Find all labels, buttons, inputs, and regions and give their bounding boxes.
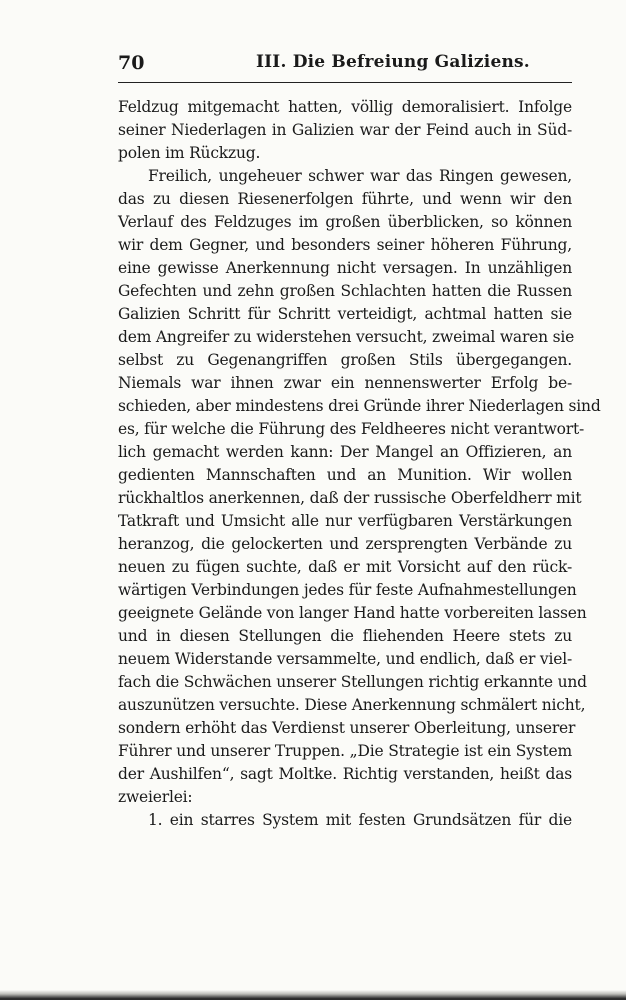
text-line: rückhaltlos anerkennen, daß der russische Oberfeldherr mit xyxy=(118,489,582,507)
text-line: Führer und unserer Truppen. „Die Strategie ist ein System xyxy=(118,742,572,760)
running-head: III. Die Befreiung Galiziens. xyxy=(256,52,530,72)
text-line: heranzog, die gelockerten und zersprengten Verbände zu xyxy=(118,535,572,553)
text-line: eine gewisse Anerkennung nicht versagen. In unzähligen xyxy=(118,259,572,277)
page-number: 70 xyxy=(118,52,145,74)
text-line: seiner Niederlagen in Galizien war der Feind auch in Süd- xyxy=(118,121,572,139)
text-line: dem Angreifer zu widerstehen versucht, zweimal waren sie xyxy=(118,328,575,346)
text-line: Feldzug mitgemacht hatten, völlig demoralisiert. Infolge xyxy=(118,98,572,116)
text-line: fach die Schwächen unserer Stellungen richtig erkannte und xyxy=(118,673,587,691)
text-line: Tatkraft und Umsicht alle nur verfügbaren Verstärkungen xyxy=(118,512,572,530)
text-line: es, für welche die Führung des Feldheeres nicht verantwort- xyxy=(118,420,585,438)
text-line: Niemals war ihnen zwar ein nennenswerter Erfolg be- xyxy=(118,374,572,392)
text-line: sondern erhöht das Verdienst unserer Oberleitung, unserer xyxy=(118,719,576,737)
text-line: wärtigen Verbindungen jedes für feste Aufnahmestellungen xyxy=(118,581,577,599)
text-line: und in diesen Stellungen die fliehenden Heere stets zu xyxy=(118,627,572,645)
body-text xyxy=(118,96,601,832)
text-line: Verlauf des Feldzuges im großen überblicken, so können xyxy=(118,213,572,231)
text-line: das zu diesen Riesenerfolgen führte, und wenn wir den xyxy=(118,190,572,208)
text-line: auszunützen versuchte. Diese Anerkennung schmälert nicht, xyxy=(118,696,586,714)
page-header xyxy=(118,50,572,78)
text-line: geeignete Gelände von langer Hand hatte vorbereiten lassen xyxy=(118,604,587,622)
text-line: wir dem Gegner, und besonders seiner höheren Führung, xyxy=(118,236,572,254)
text-line: Gefechten und zehn großen Schlachten hatten die Russen xyxy=(118,282,572,300)
text-line: lich gemacht werden kann: Der Mangel an Offizieren, an xyxy=(118,443,572,461)
text-line: der Aushilfen“, sagt Moltke. Richtig verstanden, heißt das xyxy=(118,765,572,783)
text-line: neuem Widerstande versammelte, und endlich, daß er viel- xyxy=(118,650,572,668)
text-line: polen im Rückzug. xyxy=(118,144,261,162)
page-edge-shadow xyxy=(0,990,626,1000)
text-line: neuen zu fügen suchte, daß er mit Vorsicht auf den rück- xyxy=(118,558,572,576)
text-line: 1. ein starres System mit festen Grundsätzen für die xyxy=(148,811,572,829)
header-rule xyxy=(118,82,572,83)
text-line: zweierlei: xyxy=(118,788,193,806)
text-line: Galizien Schritt für Schritt verteidigt, achtmal hatten sie xyxy=(118,305,572,323)
text-line: selbst zu Gegenangriffen großen Stils übergegangen. xyxy=(118,351,572,369)
text-line: gedienten Mannschaften und an Munition. Wir wollen xyxy=(118,466,572,484)
text-line: Freilich, ungeheuer schwer war das Ringen gewesen, xyxy=(148,167,572,185)
text-line: schieden, aber mindestens drei Gründe ihrer Niederlagen sind xyxy=(118,397,601,415)
